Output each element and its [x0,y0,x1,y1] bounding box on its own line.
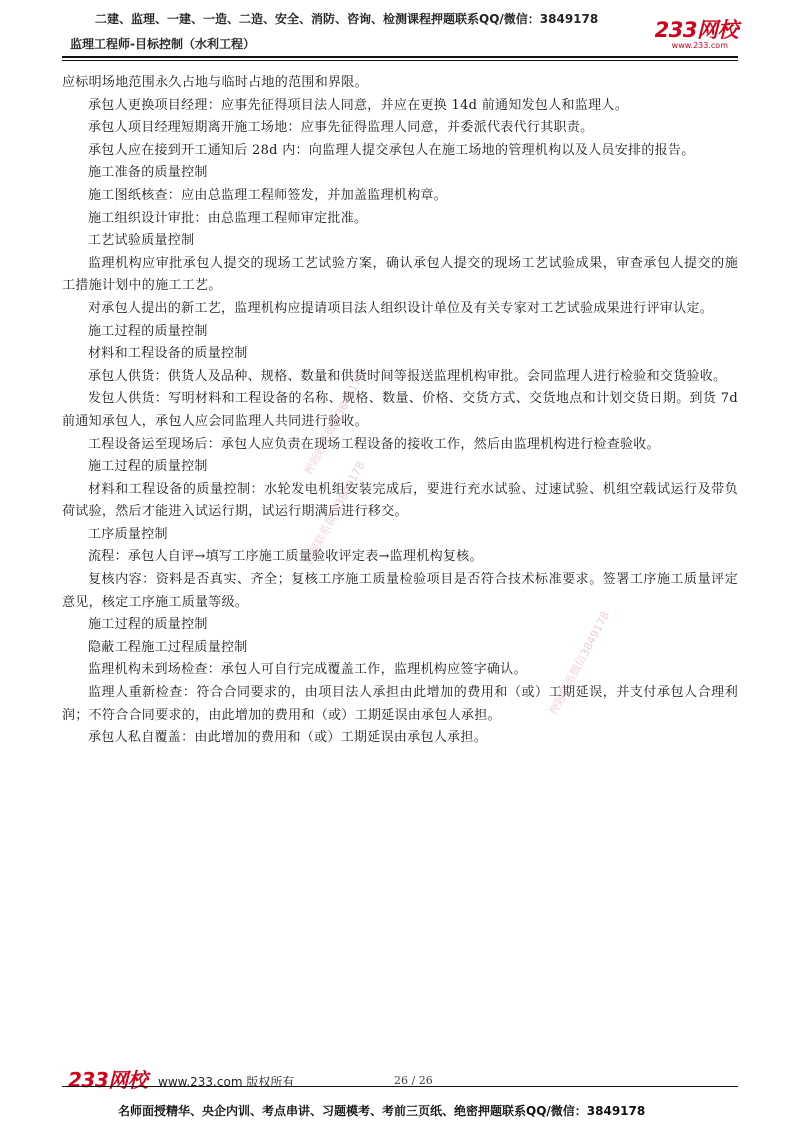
body-paragraph: 工序质量控制 [88,526,168,542]
footer-brand-logo: 233网校 [68,1068,148,1092]
body-paragraph: 承包人私自覆盖：由此增加的费用和（或）工期延误由承包人承担。 [88,730,488,746]
document-body [62,72,738,750]
header-top-line: 二建、监理、一建、一造、二造、安全、消防、咨询、检测课程押题联系QQ/微信：3849178 [95,12,599,26]
brand-logo: 233网校 [654,18,738,42]
body-paragraph: 监理机构未到场检查：承包人可自行完成覆盖工作，监理机构应签字确认。 [88,662,527,678]
body-paragraph: 对承包人提出的新工艺，监理机构应提请项目法人组织设计单位及有关专家对工艺试验成果进行评审认定。 [88,300,714,316]
page-number: 26 / 26 [394,1074,433,1087]
body-paragraph: 施工过程的质量控制 [88,323,208,339]
body-paragraph: 发包人供货：写明材料和工程设备的名称、规格、数量、价格、交货方式、交货地点和计划交货日期。到货 7d 前通知承包人，承包人应会同监理人共同进行验收。 [62,391,738,429]
footer-copyright: www.233.com 版权所有 [158,1075,295,1089]
body-paragraph: 承包人供货：供货人及品种、规格、数量和供货时间等报送监理机构审批。会同监理人进行检验和交货验收。 [88,368,727,384]
footer-promo-line: 名师面授精华、央企内训、考点串讲、习题模考、考前三页纸、绝密押题联系QQ/微信：3849178 [118,1104,646,1118]
header-divider [62,56,738,58]
body-paragraph: 承包人应在接到开工通知后 28d 内：向监理人提交承包人在施工场地的管理机构以及人员安排的报告。 [88,142,695,158]
body-paragraph: 承包人更换项目经理：应事先征得项目法人同意，并应在更换 14d 前通知发包人和监理人。 [88,97,629,113]
body-paragraph: 复核内容：资料是否真实、齐全；复核工序施工质量检验项目是否符合技术标准要求。签署工序施工质量评定意见，核定工序施工质量等级。 [62,572,738,610]
body-paragraph: 流程：承包人自评→填写工序施工质量验收评定表→监理机构复核。 [88,549,483,565]
footer-divider [62,1086,738,1087]
body-paragraph: 施工过程的质量控制 [88,617,208,633]
body-paragraph: 监理机构应审批承包人提交的现场工艺试验方案，确认承包人提交的现场工艺试验成果，审查承包人提交的施工措施计划中的施工工艺。 [62,255,738,294]
body-paragraph: 施工组织设计审批：由总监理工程师审定批准。 [88,210,368,226]
document-subtitle: 监理工程师-目标控制（水利工程） [70,37,255,51]
body-paragraph: 材料和工程设备的质量控制 [88,346,248,362]
brand-logo-url: www.233.com [671,41,728,50]
watermark: 押题联系微信3849178 [301,369,368,478]
body-paragraph: 施工过程的质量控制 [88,459,208,475]
body-paragraph: 施工图纸核查：应由总监理工程师签发，并加盖监理机构章。 [88,187,448,203]
body-paragraph: 承包人项目经理短期离开施工场地：应事先征得监理人同意，并委派代表代行其职责。 [88,120,594,136]
body-paragraph: 工程设备运至现场后：承包人应负责在现场工程设备的接收工作，然后由监理机构进行检查验收。 [88,436,660,452]
watermark: 押题联系微信3849178 [301,459,368,568]
body-paragraph: 施工准备的质量控制 [88,165,208,181]
watermark: 押题联系微信3849178 [546,609,613,718]
header-divider-thin [62,60,738,61]
body-paragraph: 隐蔽工程施工过程质量控制 [88,639,248,655]
body-paragraph: 应标明场地范围永久占地与临时占地的范围和界限。 [62,75,368,90]
body-paragraph: 监理人重新检查：符合合同要求的，由项目法人承担由此增加的费用和（或）工期延误，并支付承包人合理利润；不符合合同要求的，由此增加的费用和（或）工期延误由承包人承担。 [62,685,738,723]
body-paragraph: 工艺试验质量控制 [88,233,195,249]
body-paragraph: 材料和工程设备的质量控制：水轮发电机组安装完成后，要进行充水试验、过速试验、机组空载试运行及带负荷试验，然后才能进入试运行期，试运行期满后进行移交。 [62,481,738,520]
